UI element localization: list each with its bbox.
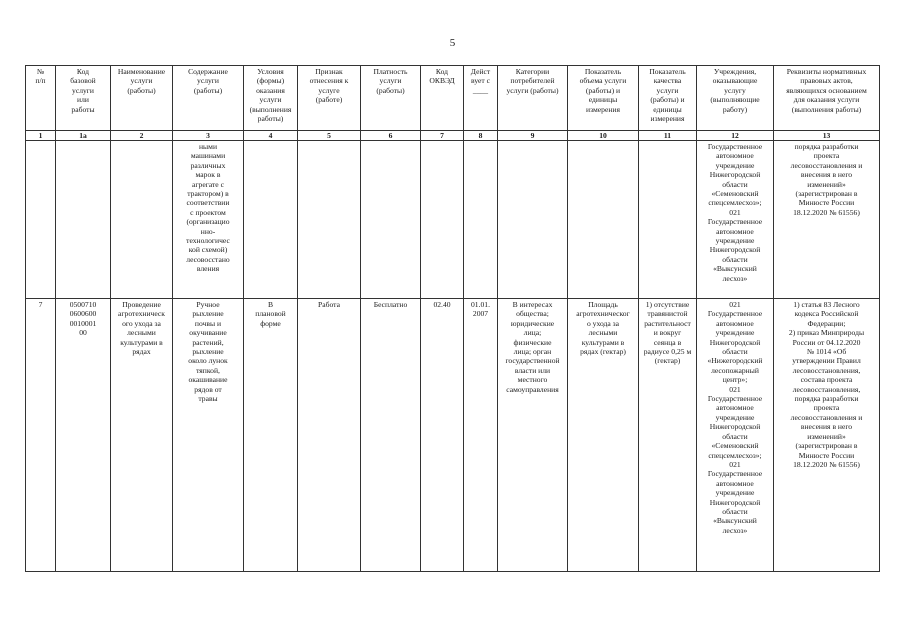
table-cell xyxy=(56,141,111,299)
col-header: Признак отнесения к услуге (работе) xyxy=(298,66,361,131)
table-cell: 01.01. 2007 xyxy=(464,299,498,572)
table-cell: Ручное рыхление почвы и окучивание растений, рыхление около лунок тяпкой, окашивание рядов от травы xyxy=(173,299,244,572)
col-header: Дейст вует с ____ xyxy=(464,66,498,131)
table-cell: 0500710 0600600 0010001 00 xyxy=(56,299,111,572)
table-cell xyxy=(111,141,173,299)
table-row-continuation xyxy=(26,141,880,299)
column-number: 7 xyxy=(421,131,464,141)
column-number: 13 xyxy=(774,131,880,141)
table-cell: 021 Государственное автономное учреждение Нижегородской области «Нижегородский лесопожарный центр»; 021 Государственное автономное учреждение Нижегородской области «Семеновский спецсемлесхоз»; 021 Государственное автономное учреждение Нижегородской области «Выксунский лесхоз» xyxy=(697,299,774,572)
table-cell xyxy=(361,141,421,299)
col-header: Код базовой услуги или работы xyxy=(56,66,111,131)
col-header: Условия (формы) оказания услуги (выполнения работы) xyxy=(244,66,298,131)
column-number-row xyxy=(26,131,880,141)
column-number: 4 xyxy=(244,131,298,141)
column-number: 10 xyxy=(568,131,639,141)
table-cell: Работа xyxy=(298,299,361,572)
services-registry-table xyxy=(25,65,880,572)
table-cell xyxy=(26,141,56,299)
column-number: 12 xyxy=(697,131,774,141)
table-cell: Бесплатно xyxy=(361,299,421,572)
table-cell: порядка разработки проекта лесовосстановления и внесения в него изменений» (зарегистрирован в Минюсте России 18.12.2020 № 61556) xyxy=(774,141,880,299)
column-number: 6 xyxy=(361,131,421,141)
col-header: Содержание услуги (работы) xyxy=(173,66,244,131)
column-number: 1 xyxy=(26,131,56,141)
col-header: Платность услуги (работы) xyxy=(361,66,421,131)
header-row xyxy=(26,66,880,131)
column-number: 8 xyxy=(464,131,498,141)
table-cell xyxy=(421,141,464,299)
table-cell: ными машинами различных марок в агрегате с трактором) в соответствии с проектом (организацио нно- технологичес кой схемой) лесовосстано вления xyxy=(173,141,244,299)
col-header: Показатель объема услуги (работы) и единицы измерения xyxy=(568,66,639,131)
table-cell: 1) статья 83 Лесного кодекса Российской Федерации; 2) приказ Минприроды России от 04.12.2020 № 1014 «Об утверждении Правил лесовосстановления, состава проекта лесовосстановления, порядка разработки проекта лесовосстановления и внесения в него изменений» (зарегистрирован в Минюсте России 18.12.2020 № 61556) xyxy=(774,299,880,572)
table-cell: 7 xyxy=(26,299,56,572)
col-header: Реквизиты нормативных правовых актов, являющихся основанием для оказания услуги (выполнения работы) xyxy=(774,66,880,131)
table-cell: 1) отсутствие травянистой растительност и вокруг сеянца в радиусе 0,25 м (гектар) xyxy=(639,299,697,572)
col-header: № п/п xyxy=(26,66,56,131)
column-number: 9 xyxy=(498,131,568,141)
column-number: 3 xyxy=(173,131,244,141)
col-header: Учреждения, оказывающие услугу (выполняющие работу) xyxy=(697,66,774,131)
table-cell: Проведение агротехническ ого ухода за лесными культурами в рядах xyxy=(111,299,173,572)
col-header: Наименование услуги (работы) xyxy=(111,66,173,131)
table-cell xyxy=(639,141,697,299)
table-cell: Государственное автономное учреждение Нижегородской области «Семеновский спецсемлесхоз»; 021 Государственное автономное учреждение Нижегородской области «Выксунский лесхоз» xyxy=(697,141,774,299)
table-cell xyxy=(244,141,298,299)
column-number: 1а xyxy=(56,131,111,141)
table-cell xyxy=(298,141,361,299)
col-header: Код ОКВЭД xyxy=(421,66,464,131)
table-cell xyxy=(464,141,498,299)
table-row xyxy=(26,299,880,572)
table-cell xyxy=(568,141,639,299)
table-cell: В плановой форме xyxy=(244,299,298,572)
column-number: 5 xyxy=(298,131,361,141)
table-cell: Площадь агротехническог о ухода за лесными культурами в рядах (гектар) xyxy=(568,299,639,572)
col-header: Категории потребителей услуги (работы) xyxy=(498,66,568,131)
table-cell: 02.40 xyxy=(421,299,464,572)
col-header: Показатель качества услуги (работы) и единицы измерения xyxy=(639,66,697,131)
column-number: 2 xyxy=(111,131,173,141)
table-cell: В интересах общества; юридические лица; физические лица; орган государственной власти или местного самоуправления xyxy=(498,299,568,572)
page-number: 5 xyxy=(449,37,456,49)
column-number: 11 xyxy=(639,131,697,141)
table-cell xyxy=(498,141,568,299)
